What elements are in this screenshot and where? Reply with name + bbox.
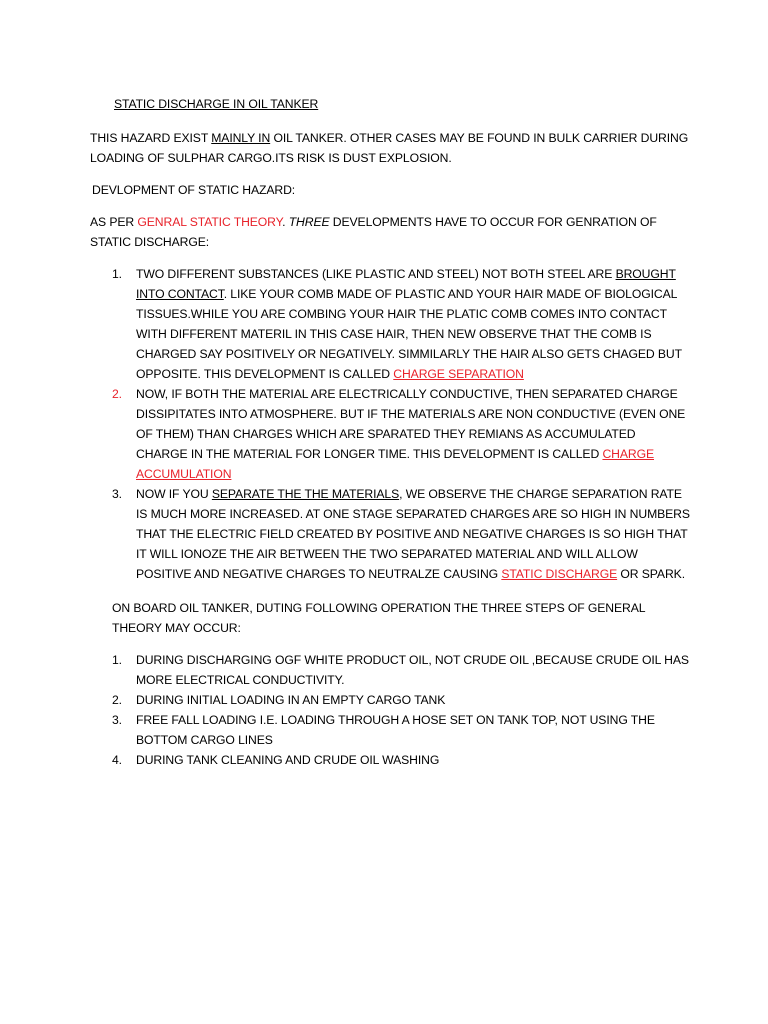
list-item: 3. FREE FALL LOADING I.E. LOADING THROUGH A HOSE SET ON TANK TOP, NOT USING THE BOTTOM CARGO LINES [90,710,690,750]
charge-accumulation-highlight: CHARGE ACCUMULATION [136,447,654,481]
onboard-paragraph: ON BOARD OIL TANKER, DUTING FOLLOWING OPERATION THE THREE STEPS OF GENERAL THEORY MAY OCCUR: [112,601,645,635]
list-item: 2. NOW, IF BOTH THE MATERIAL ARE ELECTRICALLY CONDUCTIVE, THEN SEPARATED CHARGE DISSIPITATES INTO ATMOSPHERE. BUT IF THE MATERIALS ARE NON CONDUCTIVE (EVEN ONE OF THEM) THAN CHARGES WHICH ARE SPARATED THEY REMIANS AS ACCUMULATED CHARGE IN THE MATERIAL FOR LONGER TIME. THIS DEVELOPMENT IS CALLED CHARGE ACCUMULATION [90,384,690,484]
list-number: 4. [112,753,122,767]
list-number: 3. [112,487,122,501]
section-heading: DEVLOPMENT OF STATIC HAZARD: [92,183,296,197]
list-item: 2. DURING INITIAL LOADING IN AN EMPTY CARGO TANK [90,690,690,710]
general-static-theory-highlight: GENRAL STATIC THEORY [137,215,283,229]
list-number: 1. [112,653,122,667]
development-steps-list [90,264,690,584]
document-body [90,94,690,784]
theory-paragraph: AS PER GENRAL STATIC THEORY. THREE DEVELOPMENTS HAVE TO OCCUR FOR GENRATION OF STATIC DISCHARGE: [90,215,657,249]
list-item: 1. DURING DISCHARGING OGF WHITE PRODUCT OIL, NOT CRUDE OIL ,BECAUSE CRUDE OIL HAS MORE ELECTRICAL CONDUCTIVITY. [90,650,690,690]
list-item: 4. DURING TANK CLEANING AND CRUDE OIL WASHING [90,750,690,770]
charge-separation-highlight: CHARGE SEPARATION [393,367,524,381]
list-item: 3. NOW IF YOU SEPARATE THE THE MATERIALS, WE OBSERVE THE CHARGE SEPARATION RATE IS MUCH MORE INCREASED. AT ONE STAGE SEPARATED CHARGES ARE SO HIGH IN NUMBERS THAT THE ELECTRIC FIELD CREATED BY POSITIVE AND NEGATIVE CHARGES IS SO HIGH THAT IT WILL IONOZE THE AIR BETWEEN THE TWO SEPARATED MATERIAL AND WILL ALLOW POSITIVE AND NEGATIVE CHARGES TO NEUTRALZE CAUSING STATIC DISCHARGE OR SPARK. [90,484,690,584]
list-number: 3. [112,713,122,727]
list-number: 2. [112,387,122,401]
list-number: 2. [112,693,122,707]
list-item: 1. TWO DIFFERENT SUBSTANCES (LIKE PLASTIC AND STEEL) NOT BOTH STEEL ARE BROUGHT INTO CONTACT. LIKE YOUR COMB MADE OF PLASTIC AND YOUR HAIR MADE OF BIOLOGICAL TISSUES.WHILE YOU ARE COMBING YOUR HAIR THE PLATIC COMB COMES INTO CONTACT WITH DIFFERENT MATERIL IN THIS CASE HAIR, THEN NEW OBSERVE THAT THE COMB IS CHARGED SAY POSITIVELY OR NEGATIVELY. SIMMILARLY THE HAIR ALSO GETS CHAGED BUT OPPOSITE. THIS DEVELOPMENT IS CALLED CHARGE SEPARATION [90,264,690,384]
static-discharge-highlight: STATIC DISCHARGE [501,567,618,581]
operations-list [90,650,690,770]
intro-paragraph: THIS HAZARD EXIST MAINLY IN OIL TANKER. OTHER CASES MAY BE FOUND IN BULK CARRIER DURING LOADING OF SULPHAR CARGO.ITS RISK IS DUST EXPLOSION. [90,131,689,165]
list-number: 1. [112,267,122,281]
document-title: STATIC DISCHARGE IN OIL TANKER [114,97,319,111]
